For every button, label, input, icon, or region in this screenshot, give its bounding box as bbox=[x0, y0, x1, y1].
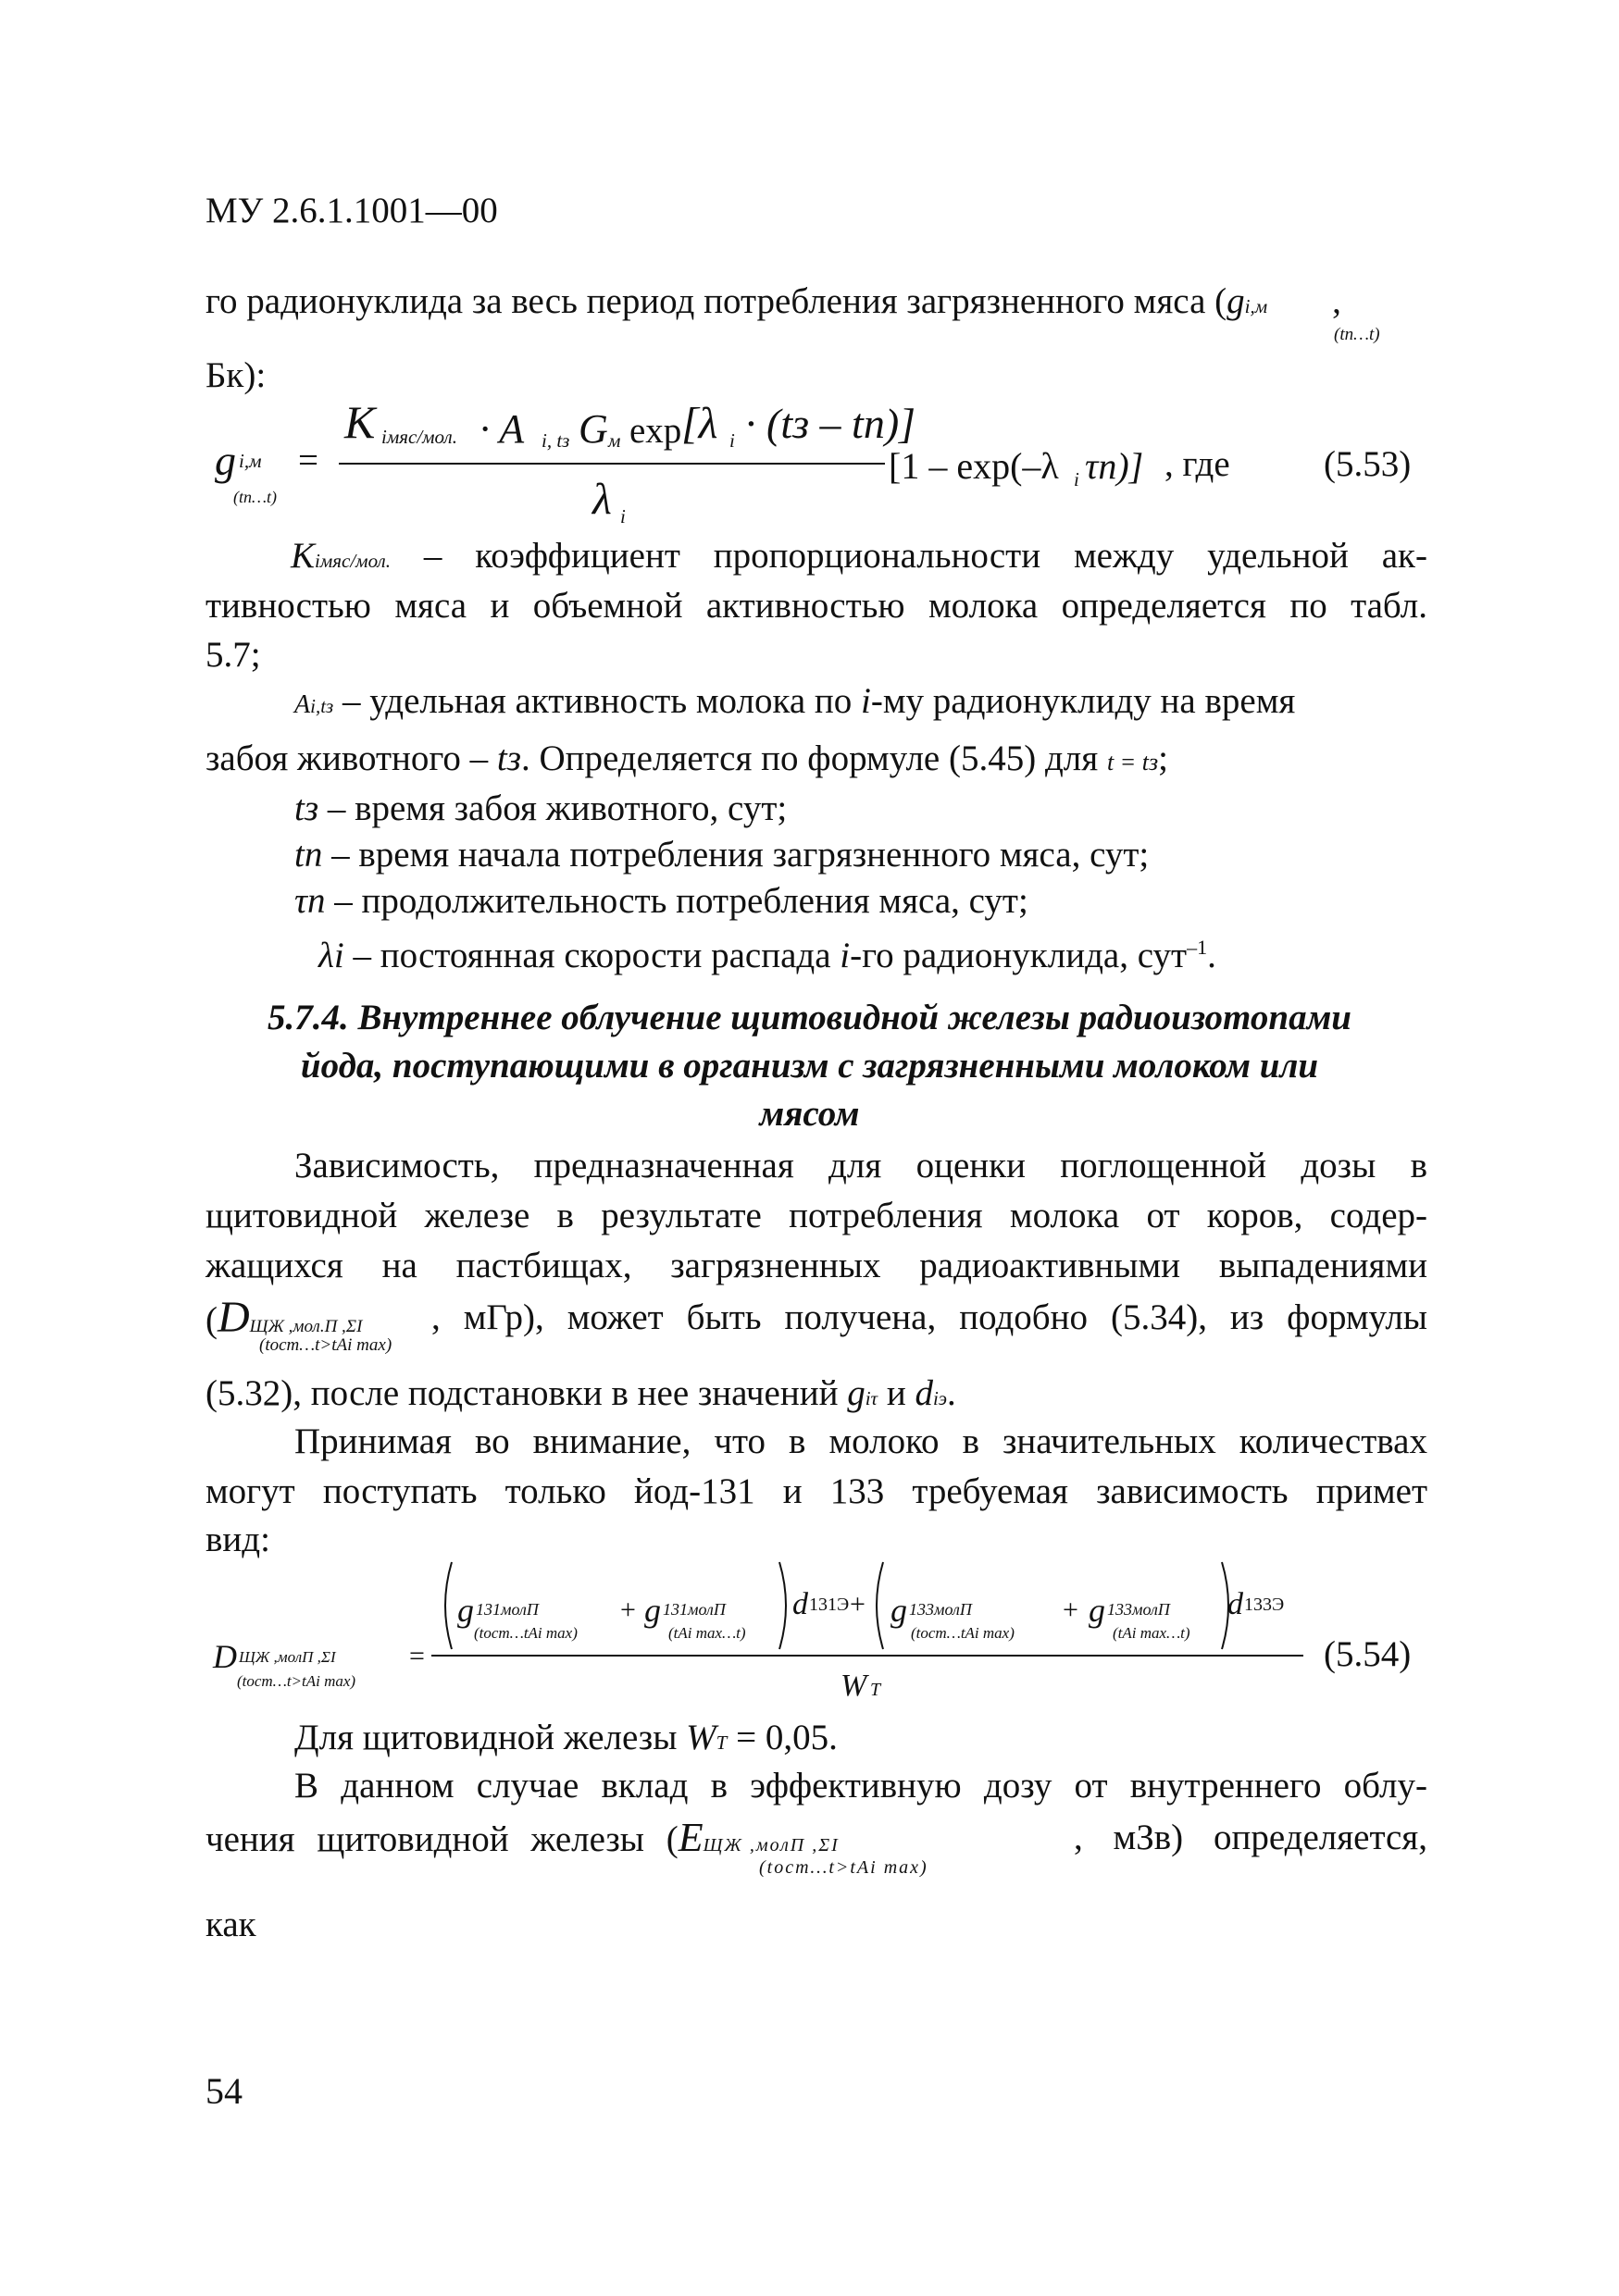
def-a-symbol: A bbox=[294, 690, 311, 719]
eq554-g-131b: g bbox=[644, 1592, 661, 1629]
eq553-A-sub: i, tз bbox=[542, 429, 570, 452]
eq554-plus-3: + bbox=[1063, 1595, 1078, 1625]
para4-line2b: , мЗв) определяется, bbox=[1074, 1818, 1427, 1857]
eq554-plus-1: + bbox=[620, 1595, 636, 1625]
page-number: 54 bbox=[205, 2070, 243, 2112]
document-code: МУ 2.6.1.1001—00 bbox=[205, 191, 498, 230]
para3-value: = 0,05. bbox=[727, 1718, 838, 1757]
eq554-g-133b-under: (tAi max…t) bbox=[1113, 1624, 1190, 1642]
def-lambda-i: i bbox=[840, 936, 851, 975]
para2-line1: Принимая во внимание, что в молоко в значительных количествах bbox=[294, 1421, 1427, 1461]
eq553-lhs-sub: i,м bbox=[239, 450, 262, 472]
def-lambda-text: – постоянная скорости распада bbox=[343, 936, 841, 975]
para1-d: d bbox=[915, 1373, 933, 1413]
def-k-symbol: K bbox=[291, 536, 316, 576]
para3-text: Для щитовидной железы bbox=[294, 1718, 687, 1757]
eq554-g-133a-under: (tост…tAi max) bbox=[911, 1624, 1015, 1642]
eq554-fraction-bar bbox=[431, 1655, 1303, 1657]
eq553-equals: = bbox=[298, 441, 318, 480]
eq554-g-131a: g bbox=[457, 1592, 474, 1629]
para1-g-sub: iτ bbox=[865, 1387, 878, 1409]
para1-line4-rest: , мГр), может быть получена, подобно (5.34), из формулы bbox=[431, 1297, 1427, 1337]
eq553-den-sub: i bbox=[620, 505, 626, 527]
eq554-g-133a: g bbox=[890, 1592, 907, 1629]
eq554-g-133b-sub: 133молП bbox=[1107, 1600, 1170, 1619]
g-symbol: g bbox=[1227, 281, 1245, 321]
para1-open: ( bbox=[205, 1300, 218, 1340]
para1-D-sub: ЩЖ ,мол.П ,ΣI bbox=[249, 1317, 363, 1336]
eq554-plus-2: + bbox=[850, 1589, 866, 1620]
eq554-g-131a-sub: 131молП bbox=[476, 1600, 539, 1619]
eq554-g-131b-under: (tAi max…t) bbox=[668, 1624, 746, 1642]
def-tn bbox=[294, 829, 1149, 881]
def-a-line1 bbox=[294, 676, 1295, 731]
para1-line2: щитовидной железе в результате потребления молока от коров, содер- bbox=[205, 1196, 1427, 1235]
def-a-line2-text: забоя животного – bbox=[205, 738, 497, 778]
para2-line3: вид: bbox=[205, 1520, 270, 1559]
para4-line3: как bbox=[205, 1905, 256, 1944]
def-tz bbox=[294, 783, 787, 835]
def-a-line2b: . Определяется по формуле (5.45) для bbox=[520, 738, 1107, 778]
eq554-paren-2-open bbox=[877, 1562, 883, 1649]
eq553-bracket: [λ bbox=[681, 399, 718, 448]
def-a-cond: t = tз bbox=[1106, 749, 1159, 776]
para4-E-under: (tост…t>tAi max) bbox=[759, 1857, 928, 1878]
eq553-where: , где bbox=[1164, 444, 1230, 484]
def-tau-symbol: τп bbox=[294, 881, 326, 921]
eq554-paren-1-open bbox=[445, 1562, 452, 1649]
para1-and: и bbox=[878, 1373, 915, 1413]
section-heading-line-1: 5.7.4. Внутреннее облучение щитовидной железы радиоизотопами bbox=[268, 998, 1351, 1037]
para4-line1: В данном случае вклад в эффективную дозу от внутреннего облу- bbox=[294, 1766, 1427, 1806]
def-a-text: – удельная активность молока по bbox=[333, 681, 862, 721]
para4-line2 bbox=[205, 1812, 840, 1866]
eq553-number: (5.53) bbox=[1324, 444, 1412, 484]
def-tau bbox=[294, 875, 1028, 927]
def-tn-text: – время начала потребления загрязненного мяса, сут; bbox=[322, 835, 1150, 875]
eq554-d-131-sub: 131Э bbox=[809, 1595, 850, 1615]
def-k-line3: 5.7; bbox=[205, 635, 261, 675]
eq553-factor-tail: τп)] bbox=[1085, 445, 1144, 487]
def-k-text: – коэффициент пропорциональности между удельной ак- bbox=[390, 536, 1427, 576]
para3 bbox=[294, 1712, 838, 1764]
eq553-G: G bbox=[579, 406, 608, 452]
para1-line5-text: (5.32), после подстановки в нее значений bbox=[205, 1373, 848, 1413]
eq553-A: · A bbox=[479, 406, 525, 452]
def-lambda-symbol: λi bbox=[318, 936, 344, 975]
eq553-tail: · (tз – tп)] bbox=[745, 400, 916, 447]
eq554-lhs-sub: ЩЖ ,молП ,ΣI bbox=[239, 1648, 336, 1666]
para1-line5 bbox=[205, 1368, 956, 1420]
para4-line2a: чения щитовидной железы ( bbox=[205, 1819, 679, 1859]
para1-D-under: (tост…t>tAi max) bbox=[259, 1335, 392, 1355]
para1-line1: Зависимость, предназначенная для оценки поглощенной дозы в bbox=[294, 1146, 1427, 1185]
para3-W: W bbox=[686, 1718, 716, 1757]
para1-d-sub: iэ bbox=[932, 1387, 948, 1409]
para4-E: E bbox=[678, 1815, 704, 1860]
para4-E-sub: ЩЖ ,молП ,ΣI bbox=[703, 1835, 840, 1855]
def-lambda-end: . bbox=[1207, 936, 1216, 975]
intro-line-2: Бк): bbox=[205, 355, 267, 395]
para1-D: D bbox=[218, 1293, 250, 1342]
para1-end: . bbox=[947, 1373, 956, 1413]
eq554-den: W bbox=[841, 1669, 867, 1703]
para1-g: g bbox=[847, 1373, 866, 1413]
eq554-den-sub: T bbox=[870, 1680, 881, 1700]
intro-comma: , bbox=[1332, 281, 1341, 321]
eq554-d-131: d bbox=[792, 1587, 808, 1621]
def-lambda-exp: –1 bbox=[1187, 936, 1208, 959]
def-k-line1 bbox=[205, 530, 1427, 582]
def-tz-text: – время забоя животного, сут; bbox=[318, 788, 788, 828]
eq554-equals: = bbox=[409, 1641, 425, 1671]
def-k-sub: iмяс/мол. bbox=[315, 550, 391, 572]
eq553-K-sub: iмяс/мол. bbox=[381, 426, 457, 448]
def-tn-symbol: tп bbox=[294, 835, 323, 875]
eq553-lambda-sub: i bbox=[729, 429, 735, 452]
def-a-t: tз bbox=[496, 738, 521, 778]
eq553-K: K bbox=[344, 396, 376, 448]
def-a-line2 bbox=[205, 733, 1168, 788]
eq554-g-133b: g bbox=[1089, 1592, 1105, 1629]
eq553-lhs: g bbox=[215, 437, 236, 484]
eq554-lhs: D bbox=[213, 1638, 237, 1675]
def-a-sub: i,tз bbox=[310, 695, 334, 717]
def-a-text2: -му радионуклиду на время bbox=[870, 681, 1296, 721]
eq554-d-133: d bbox=[1227, 1587, 1243, 1621]
eq554-number: (5.54) bbox=[1324, 1634, 1412, 1674]
intro-line-1 bbox=[205, 276, 1341, 328]
def-k-line2: тивностью мяса и объемной активностью молока определяется по табл. bbox=[205, 586, 1427, 626]
g-underscript: (tn…t) bbox=[1334, 325, 1380, 344]
eq553-factor-sub: i bbox=[1074, 468, 1079, 490]
eq553-G-sub: м bbox=[608, 429, 621, 452]
intro-text: го радионуклида за весь период потребления загрязненного мяса ( bbox=[205, 281, 1227, 321]
def-lambda-text2: -го радионуклида, сут bbox=[850, 936, 1188, 975]
g-subscript: i,м bbox=[1244, 295, 1268, 317]
def-lambda bbox=[318, 922, 1216, 982]
eq554-g-133a-sub: 133молП bbox=[909, 1600, 972, 1619]
eq553-factor: [1 – exp(–λ bbox=[889, 445, 1059, 487]
section-heading-line-3: мясом bbox=[759, 1094, 860, 1134]
eq554-d-133-sub: 133Э bbox=[1244, 1595, 1285, 1615]
section-heading-line-2: йода, поступающими в организм с загрязненными молоком или bbox=[300, 1046, 1319, 1086]
eq554-lhs-under: (tост…t>tAi max) bbox=[237, 1672, 356, 1690]
def-tz-symbol: tз bbox=[294, 788, 319, 828]
para2-line2: могут поступать только йод-131 и 133 требуемая зависимость примет bbox=[205, 1471, 1427, 1511]
eq554-g-131a-under: (tост…tAi max) bbox=[474, 1624, 578, 1642]
eq554-paren-1-close bbox=[779, 1562, 786, 1649]
para1-line3: жащихся на пастбищах, загрязненных радиоактивными выпадениями bbox=[205, 1246, 1427, 1285]
def-a-i: i bbox=[861, 681, 871, 721]
eq554-g-131b-sub: 131молП bbox=[663, 1600, 726, 1619]
def-tau-text: – продолжительность потребления мяса, сут; bbox=[325, 881, 1028, 921]
eq553-fraction-bar bbox=[339, 463, 885, 465]
para3-W-sub: T bbox=[716, 1731, 728, 1754]
def-a-end: ; bbox=[1158, 738, 1168, 778]
eq553-exp: exp bbox=[629, 411, 682, 451]
eq553-den: λ bbox=[592, 475, 612, 524]
eq553-lhs-under: (tn…t) bbox=[233, 488, 277, 506]
